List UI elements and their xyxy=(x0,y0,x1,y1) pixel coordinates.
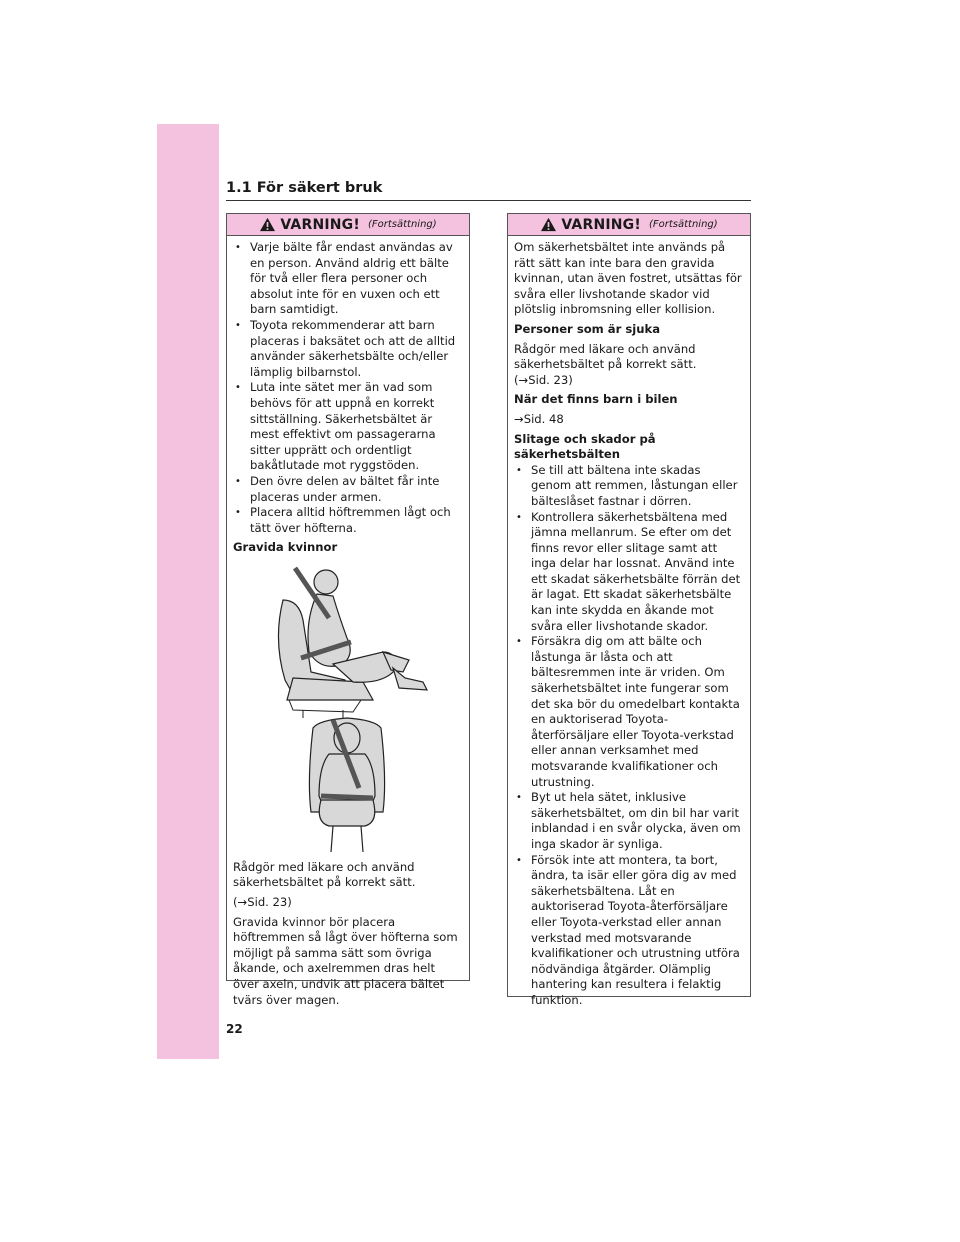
list-item: • Luta inte sätet mer än vad som behövs för att uppnå en korrekt sittställning. Säkerhetsbältet är mest effektivt om passagerarna sitter upprätt och ordentligt bakåtlutade mot ryggstöden. xyxy=(233,380,463,474)
list-item: • Den övre delen av bältet får inte placeras under armen. xyxy=(233,474,463,505)
children-heading: När det finns barn i bilen xyxy=(514,392,678,407)
seatbelt-figure-svg xyxy=(233,560,463,856)
page-number: 22 xyxy=(226,1022,243,1036)
paragraph: Rådgör med läkare och använd säkerhetsbältet på korrekt sätt. xyxy=(233,859,416,890)
warning-bullet-list xyxy=(233,240,463,536)
list-item: • Försäkra dig om att bälte och låstunga är låsta och att bältesremmen inte är vriden. Om säkerhetsbältet inte fungerar som det ska bör du omedelbart kontakta en auktoriserad Toyota-återförsäljare eller Toyota-verkstad eller annan verksamhet med motsvarande kvalifikationer och utrustning. xyxy=(514,634,744,790)
page-reference: (→Sid. 23) xyxy=(233,895,292,910)
chapter-tab-bar xyxy=(157,124,219,1059)
sick-heading: Personer som är sjuka xyxy=(514,321,661,336)
warning-header xyxy=(508,214,750,236)
list-item: • Byt ut hela sätet, inklusive säkerhetsbältet, om din bil har varit inblandad i en svår olycka, även om inga skador är synliga. xyxy=(514,790,744,852)
warning-triangle-icon xyxy=(259,217,276,232)
warning-box-right xyxy=(507,213,751,1007)
title-divider xyxy=(226,200,751,201)
paragraph: Om säkerhetsbältet inte används på rätt sätt kan inte bara den gravida kvinnan, utan även fostret, utsättas för svåra eller livshotande skador vid plötslig inbromsning eller kollision. xyxy=(514,240,742,317)
section-title: 1.1 För säkert bruk xyxy=(226,180,383,196)
warning-box-left xyxy=(226,213,470,1007)
warning-subtitle: (Fortsättning) xyxy=(367,219,437,230)
list-item: • Toyota rekommenderar att barn placeras i baksätet och att de alltid använder säkerhetsbälte och/eller lämplig bilbarnstol. xyxy=(233,318,463,380)
warning-title: VARNING! xyxy=(280,216,360,233)
list-item: • Varje bälte får endast användas av en person. Använd aldrig ett bälte för två eller flera personer och absolut inte för en vuxen och ett barn samtidigt. xyxy=(233,240,463,318)
paragraph: Gravida kvinnor bör placera höftremmen så lågt över höfterna som möjligt på samma sätt som övriga åkande, och axelremmen dras helt över axeln, undvik att placera bältet tvärs över magen. xyxy=(233,914,458,1007)
warning-bullet-list xyxy=(514,463,744,1009)
paragraph: Rådgör med läkare och använd säkerhetsbältet på korrekt sätt. xyxy=(514,341,697,372)
warning-subtitle: (Fortsättning) xyxy=(648,219,718,230)
page-reference: (→Sid. 23) xyxy=(514,372,573,387)
warning-header xyxy=(227,214,469,236)
wear-heading: Slitage och skador på säkerhetsbälten xyxy=(514,431,656,462)
list-item: • Kontrollera säkerhetsbältena med jämna mellanrum. Se efter om det finns revor eller slitage samt att inga delar har lossnat. Använd inte ett skadat säkerhetsbälte förrän det är lagat. Ett skadat säkerhetsbälte kan inte skydda en åkande mot svåra eller livshotande skador. xyxy=(514,510,744,635)
page-reference: →Sid. 48 xyxy=(514,411,564,426)
list-item: • Försök inte att montera, ta bort, ändra, ta isär eller göra dig av med säkerhetsbältena. Låt en auktoriserad Toyota-återförsäljare eller Toyota-verkstad eller annan verkstad med motsvarande kvalifikationer och utrustning utföra nödvändiga åtgärder. Olämplig hantering kan resultera i felaktig funktion. xyxy=(514,853,744,1009)
pregnant-seatbelt-illustration xyxy=(233,560,463,856)
warning-title: VARNING! xyxy=(561,216,641,233)
pregnant-heading: Gravida kvinnor xyxy=(233,540,338,555)
list-item: • Placera alltid höftremmen lågt och tätt över höfterna. xyxy=(233,505,463,536)
warning-triangle-icon xyxy=(540,217,557,232)
list-item: • Se till att bältena inte skadas genom att remmen, låstungan eller bälteslåset fastnar i dörren. xyxy=(514,463,744,510)
